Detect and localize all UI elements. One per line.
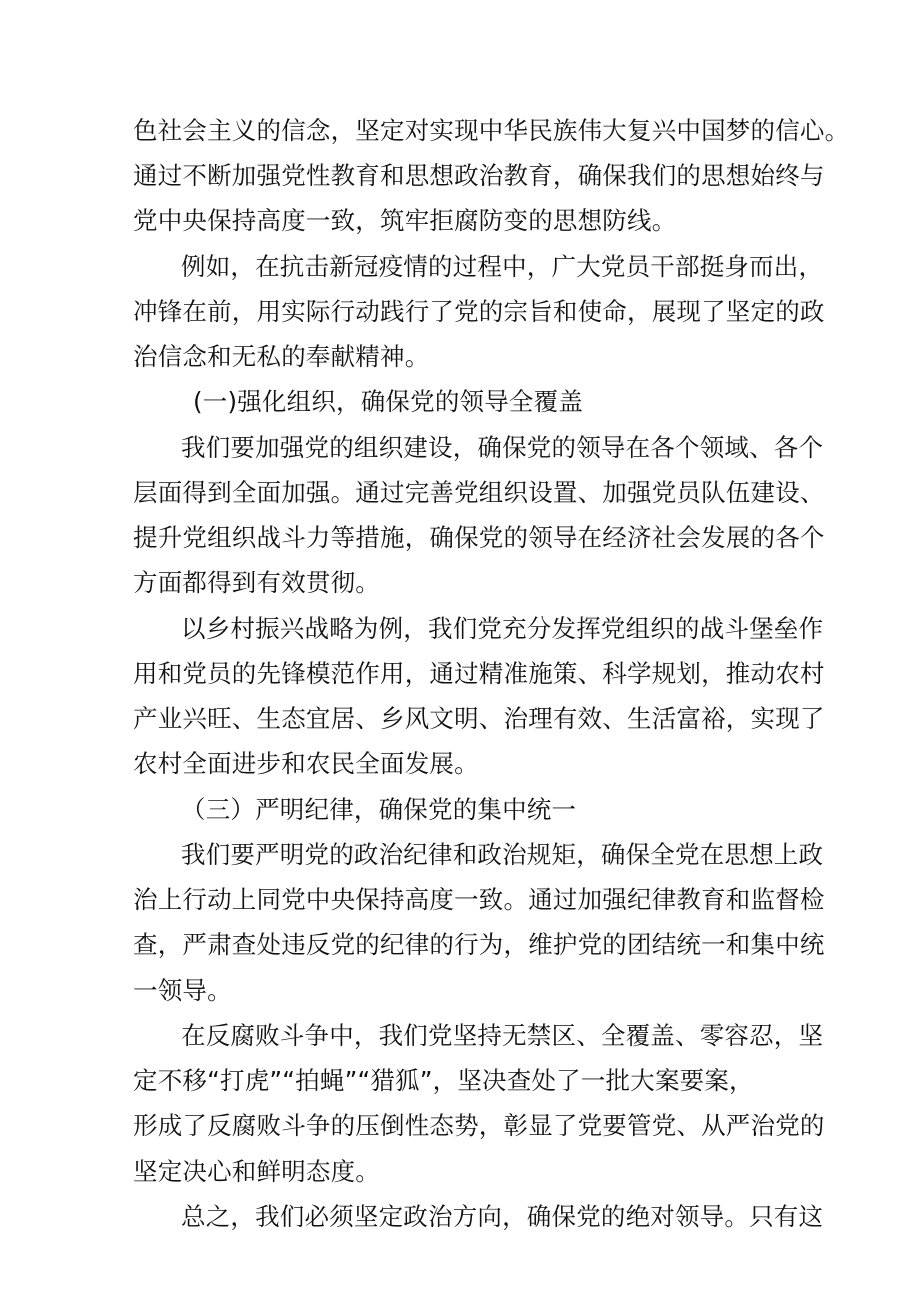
paragraph-line: 农村全面进步和农民全面发展。	[133, 749, 479, 778]
paragraph-line: 治信念和无私的奉献精神。	[133, 342, 430, 371]
paragraph-line: 例如，在抗击新冠疫情的过程中，广大党员干部挺身而出，	[181, 252, 824, 281]
paragraph-line: 方面都得到有效贯彻。	[133, 568, 380, 597]
paragraph-line: 我们要加强党的组织建设，确保党的领导在各个领域、各个	[181, 433, 824, 462]
paragraph-line: 治上行动上同党中央保持高度一致。通过加强纪律教育和监督检	[133, 885, 825, 914]
paragraph-line: 在反腐败斗争中，我们党坚持无禁区、全覆盖、零容忍，坚	[181, 1021, 824, 1050]
paragraph-line: 定不移“打虎”“拍蝇”“猎狐”，坚决查处了一批大案要案，	[133, 1066, 754, 1095]
paragraph-line: 色社会主义的信念，坚定对实现中华民族伟大复兴中国梦的信心。	[133, 116, 850, 145]
paragraph-line: 形成了反腐败斗争的压倒性态势，彰显了党要管党、从严治党的	[133, 1111, 825, 1140]
paragraph-line: 用和党员的先锋模范作用，通过精准施策、科学规划，推动农村	[133, 659, 825, 688]
paragraph-line: 冲锋在前，用实际行动践行了党的宗旨和使命，展现了坚定的政	[133, 297, 825, 326]
paragraph-line: 我们要严明党的政治纪律和政治规矩，确保全党在思想上政	[181, 840, 824, 869]
paragraph-line: 以乡村振兴战略为例，我们党充分发挥党组织的战斗堡垒作	[181, 614, 824, 643]
paragraph-line: 通过不断加强党性教育和思想政治教育，确保我们的思想始终与	[133, 161, 825, 190]
paragraph-line: 党中央保持高度一致，筑牢拒腐防变的思想防线。	[133, 206, 677, 235]
paragraph-line: 产业兴旺、生态宜居、乡风文明、治理有效、生活富裕，实现了	[133, 704, 825, 733]
section-heading: (一)强化组织，确保党的领导全覆盖	[193, 387, 584, 416]
paragraph-line: 坚定决心和鲜明态度。	[133, 1157, 380, 1186]
paragraph-line: 总之，我们必须坚定政治方向，确保党的绝对领导。只有这	[181, 1202, 824, 1231]
paragraph-line: 查，严肃查处违反党的纪律的行为，维护党的团结统一和集中统	[133, 930, 825, 959]
paragraph-line: 提升党组织战斗力等措施，确保党的领导在经济社会发展的各个	[133, 523, 825, 552]
paragraph-line: 一领导。	[133, 976, 232, 1005]
section-heading: （三）严明纪律，确保党的集中统一	[181, 795, 577, 824]
paragraph-line: 层面得到全面加强。通过完善党组织设置、加强党员队伍建设、	[133, 478, 825, 507]
